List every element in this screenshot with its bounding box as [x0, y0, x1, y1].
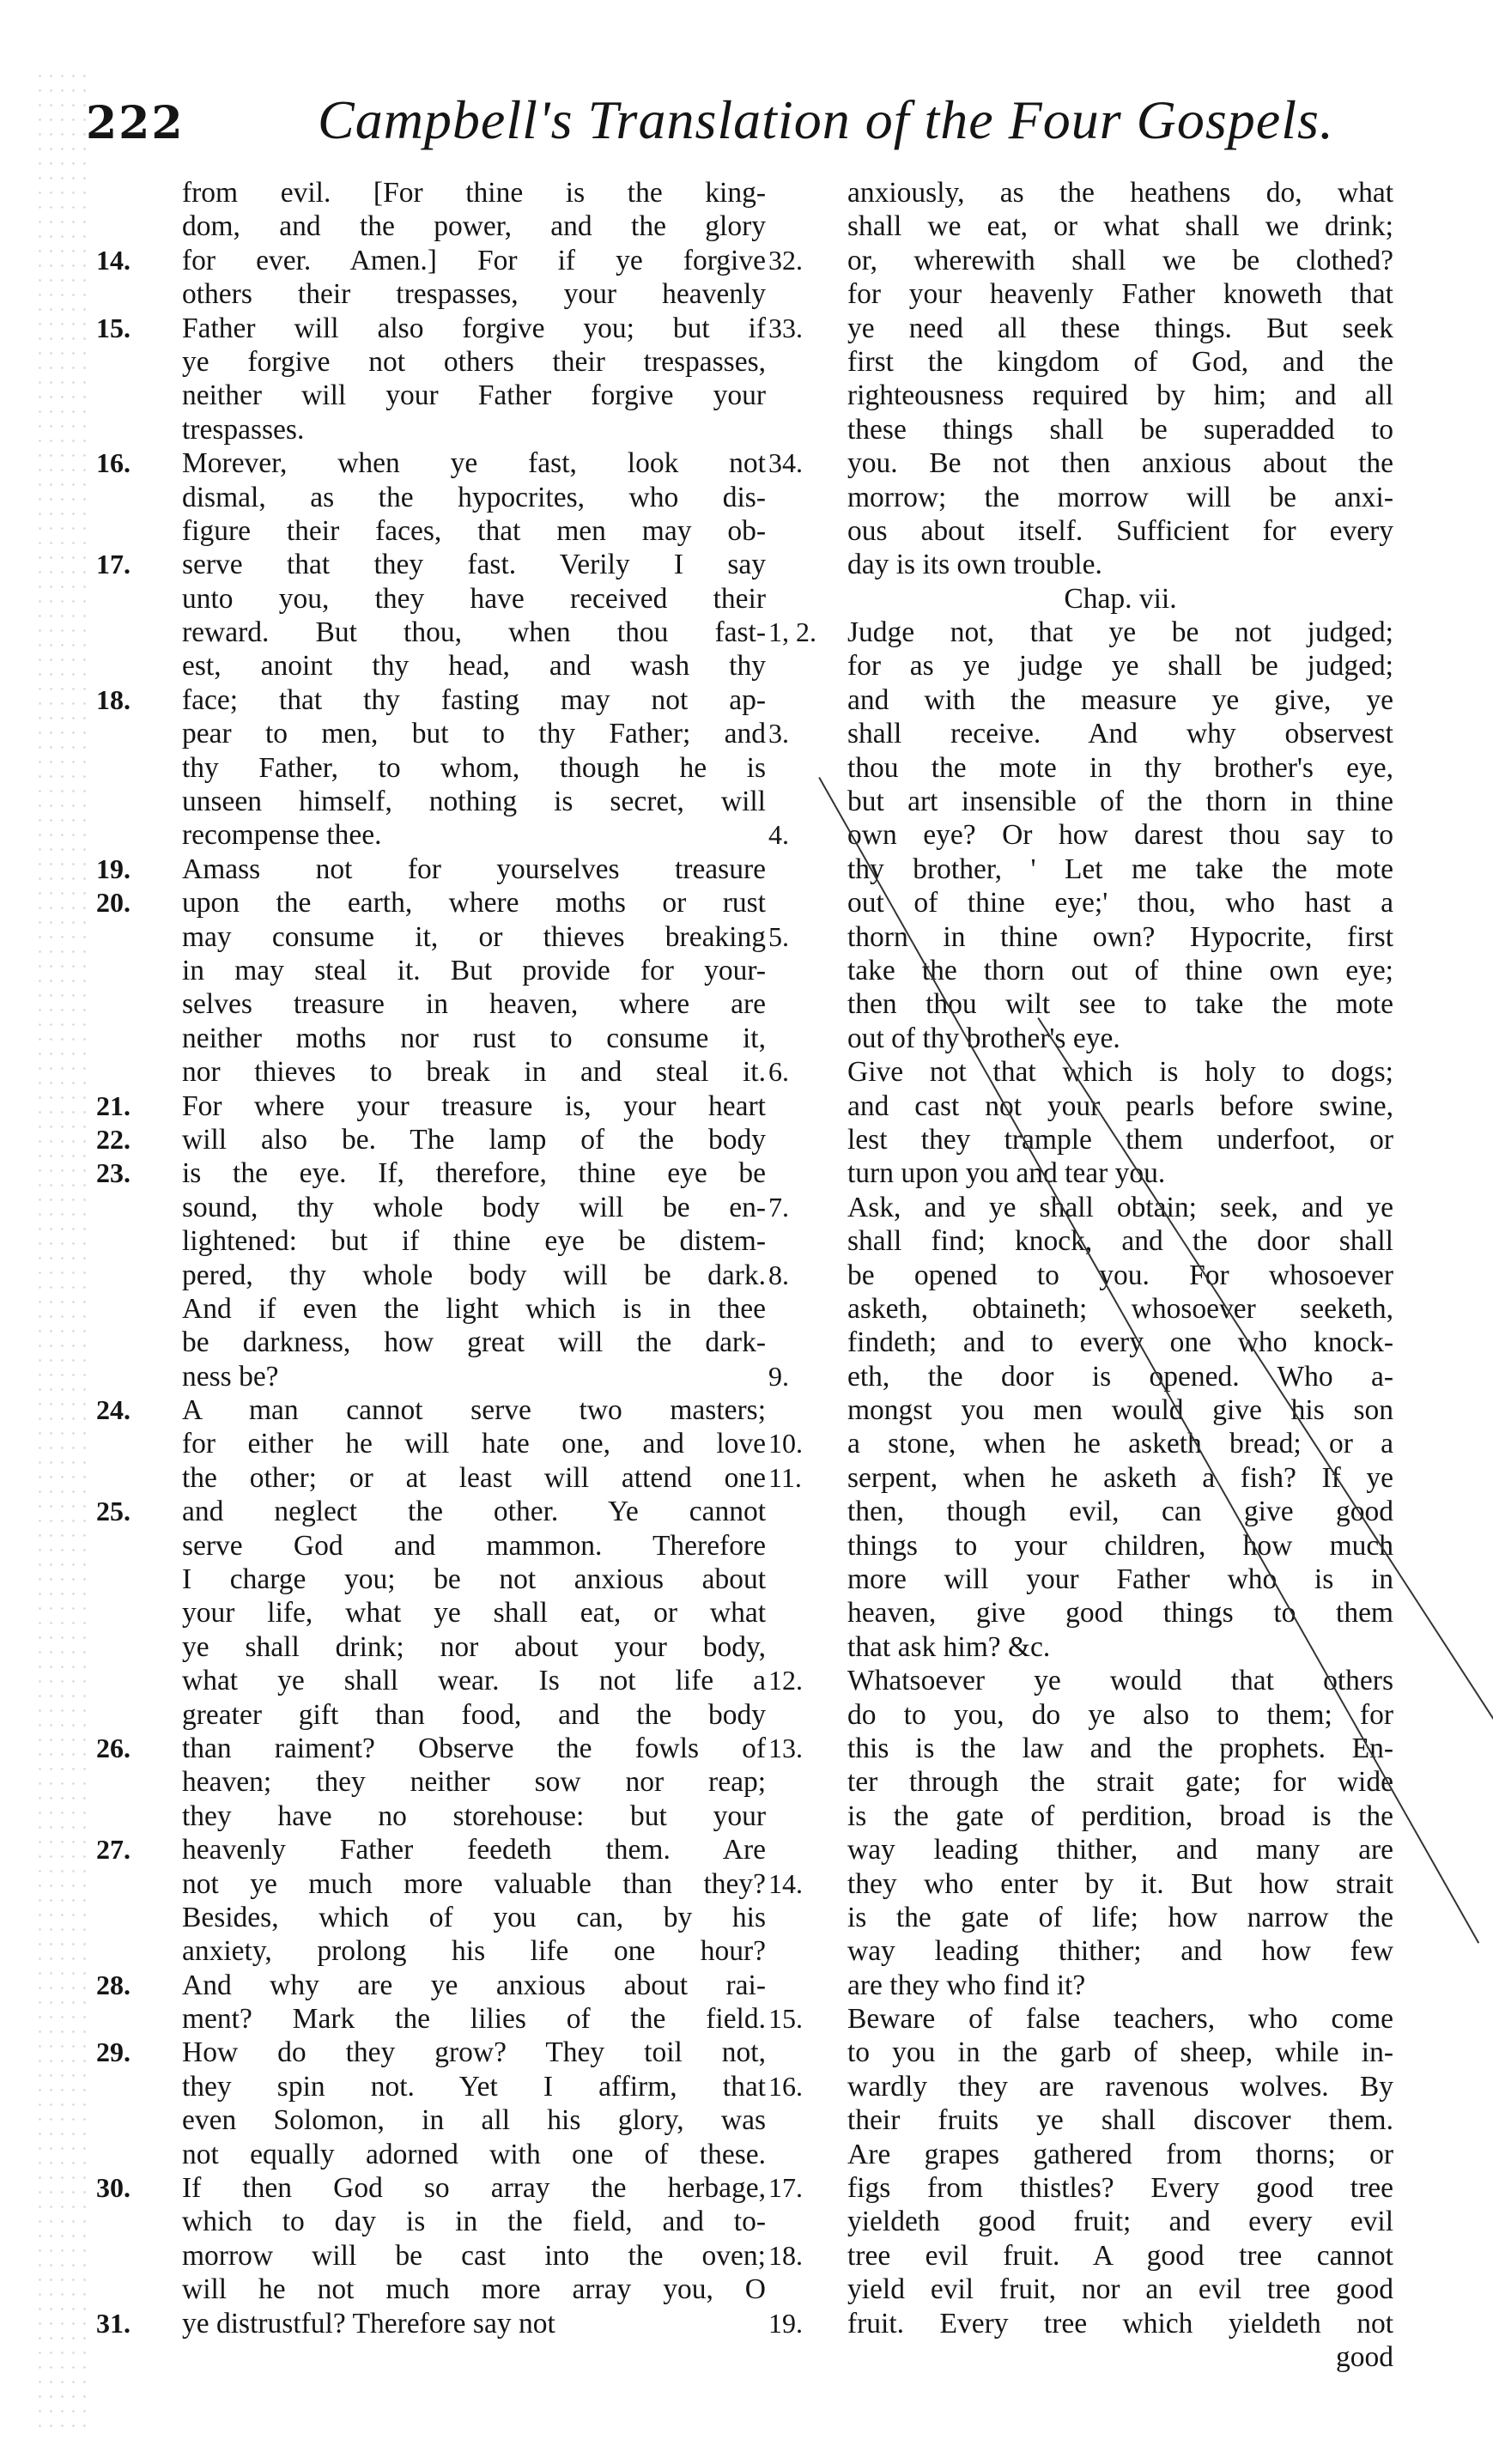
line-text: are they who find it?	[847, 1969, 1086, 2001]
verse-number: 6.	[768, 1056, 789, 1088]
text-line	[768, 1529, 1393, 1563]
line-text: but art insensible of the thorn in thine	[847, 786, 1393, 818]
line-text: good	[1336, 2341, 1393, 2373]
text-line	[96, 1732, 766, 1765]
line-text: How do they grow? They toil not,	[182, 2036, 766, 2069]
text-line	[768, 413, 1393, 446]
line-text: ye need all these things. But seek	[847, 312, 1393, 344]
line-text: asketh, obtaineth; whosoever seeketh,	[847, 1292, 1393, 1325]
text-line	[768, 446, 1393, 480]
text-line	[768, 2002, 1393, 2036]
verse-number: 1, 2.	[768, 616, 816, 648]
text-line	[96, 1224, 766, 1258]
text-line	[96, 1259, 766, 1292]
text-line	[768, 853, 1393, 886]
text-line	[96, 649, 766, 683]
line-text: will also be. The lamp of the body	[182, 1123, 766, 1156]
line-text: way leading thither; and how few	[847, 1935, 1393, 1968]
line-text: this is the law and the prophets. En-	[847, 1732, 1393, 1764]
line-text: will he not much more array you, O	[182, 2273, 766, 2306]
text-line	[96, 2307, 766, 2340]
line-text: not ye much more valuable than they?	[182, 1867, 766, 1900]
line-text: in may steal it. But provide for your-	[182, 954, 766, 986]
text-line	[96, 1901, 766, 1934]
text-line	[768, 1833, 1393, 1866]
page-header	[86, 82, 1408, 159]
verse-number: 18.	[768, 2239, 803, 2271]
text-line	[768, 1934, 1393, 1968]
text-line	[96, 1799, 766, 1833]
line-text: to you in the garb of sheep, while in-	[847, 2036, 1393, 2069]
left-column	[96, 176, 766, 2425]
line-text: ye shall drink; nor about your body,	[182, 1630, 766, 1663]
verse-number: 32.	[768, 244, 803, 276]
text-line	[96, 548, 766, 581]
line-text: unseen himself, nothing is secret, will	[182, 786, 766, 818]
text-line	[96, 751, 766, 785]
line-text: their fruits ye shall discover them.	[847, 2104, 1393, 2137]
text-line	[768, 1259, 1393, 1292]
verse-number: 14.	[768, 1867, 803, 1899]
line-text: then thou wilt see to take the mote	[847, 988, 1393, 1021]
line-text: And if even the light which is in thee	[182, 1292, 766, 1325]
line-text: yield evil fruit, nor an evil tree good	[847, 2273, 1393, 2306]
line-text: nor thieves to break in and steal it.	[182, 1056, 766, 1089]
line-text: do to you, do ye also to them; for	[847, 1698, 1393, 1731]
line-text: ness be?	[182, 1360, 279, 1393]
text-line	[768, 920, 1393, 954]
text-line	[768, 1360, 1393, 1393]
line-text: anxiously, as the heathens do, what	[847, 177, 1393, 209]
line-text: reward. But thou, when thou fast-	[182, 616, 766, 649]
text-line	[768, 2036, 1393, 2069]
line-text: fruit. Every tree which yieldeth not	[847, 2307, 1393, 2340]
line-text: for ever. Amen.] For if ye forgive	[182, 244, 766, 276]
text-line	[96, 853, 766, 886]
text-line	[96, 1022, 766, 1055]
line-text: serpent, when he asketh a fish? If ye	[847, 1461, 1393, 1494]
verse-number: 20.	[96, 887, 130, 919]
text-line	[768, 345, 1393, 379]
line-text: anxiety, prolong his life one hour?	[182, 1935, 766, 1968]
text-line	[96, 1123, 766, 1156]
verse-number: 16.	[96, 447, 130, 479]
line-text: upon the earth, where moths or rust	[182, 887, 766, 919]
line-text: thy brother, ' Let me take the mote	[847, 853, 1393, 885]
line-text: first the kingdom of God, and the	[847, 345, 1393, 378]
text-line	[96, 818, 766, 852]
verse-number: 17.	[768, 2172, 803, 2204]
line-text: shall receive. And why observest	[847, 718, 1393, 750]
line-text: selves treasure in heaven, where are	[182, 988, 766, 1021]
text-line	[96, 1495, 766, 1528]
line-text: thy Father, to whom, though he is	[182, 751, 766, 784]
verse-number: 16.	[768, 2070, 803, 2102]
text-line	[96, 514, 766, 548]
text-line	[768, 1698, 1393, 1732]
text-line	[768, 1630, 1393, 1664]
text-line	[768, 616, 1393, 649]
line-text: they have no storehouse: but your	[182, 1799, 766, 1832]
line-text: that ask him? &c.	[847, 1630, 1051, 1663]
line-text: is the gate of perdition, broad is the	[847, 1799, 1393, 1832]
text-line	[96, 785, 766, 818]
line-text: own eye? Or how darest thou say to	[847, 819, 1393, 852]
text-line	[96, 2273, 766, 2306]
text-line	[768, 1461, 1393, 1495]
verse-number: 21.	[96, 1089, 130, 1121]
verse-number: 25.	[96, 1496, 130, 1527]
text-line	[768, 1123, 1393, 1156]
text-line	[768, 886, 1393, 919]
verse-number: 31.	[96, 2307, 130, 2339]
line-text: Chap. vii.	[1064, 582, 1177, 615]
text-line	[96, 886, 766, 919]
verse-number: 7.	[768, 1191, 789, 1223]
text-line	[96, 1360, 766, 1393]
text-line	[96, 2103, 766, 2137]
text-line	[768, 2239, 1393, 2273]
line-text: serve God and mammon. Therefore	[182, 1529, 766, 1562]
line-text: ye forgive not others their trespasses,	[182, 345, 766, 378]
line-text: For where your treasure is, your heart	[182, 1089, 766, 1122]
text-line	[768, 1765, 1393, 1799]
text-line	[96, 2138, 766, 2171]
right-column	[768, 176, 1393, 2425]
text-line	[96, 1529, 766, 1563]
line-text: be opened to you. For whosoever	[847, 1259, 1393, 1291]
text-line	[768, 1867, 1393, 1901]
verse-number: 17.	[96, 549, 130, 580]
text-line	[96, 987, 766, 1021]
verse-number: 4.	[768, 819, 789, 851]
verse-number: 9.	[768, 1360, 789, 1392]
line-text: and with the measure ye give, ye	[847, 683, 1393, 716]
line-text: trespasses.	[182, 413, 305, 446]
text-line	[768, 176, 1393, 209]
verse-number: 27.	[96, 1834, 130, 1866]
verse-number: 3.	[768, 718, 789, 750]
text-line	[768, 2070, 1393, 2103]
verse-number: 22.	[96, 1123, 130, 1155]
line-text: ye distrustful? Therefore say not	[182, 2307, 555, 2340]
line-text: Amass not for yourselves treasure	[182, 853, 766, 885]
line-text: righteousness required by him; and all	[847, 379, 1393, 412]
verse-number: 15.	[96, 312, 130, 343]
line-text: heavenly Father feedeth them. Are	[182, 1834, 766, 1866]
text-line	[96, 1969, 766, 2002]
line-text: they who enter by it. But how strait	[847, 1867, 1393, 1900]
text-line	[768, 277, 1393, 311]
line-text: lest they trample them underfoot, or	[847, 1123, 1393, 1156]
line-text: for as ye judge ye shall be judged;	[847, 650, 1393, 683]
line-text: heaven, give good things to them	[847, 1597, 1393, 1630]
verse-number: 23.	[96, 1157, 130, 1189]
line-text: is the gate of life; how narrow the	[847, 1901, 1393, 1933]
line-text: than raiment? Observe the fowls of	[182, 1732, 766, 1764]
line-text: shall find; knock, and the door shall	[847, 1225, 1393, 1258]
line-text: yieldeth good fruit; and every evil	[847, 2206, 1393, 2238]
text-line	[96, 1461, 766, 1495]
line-text: morrow; the morrow will be anxi-	[847, 481, 1393, 513]
verse-number: 15.	[768, 2003, 803, 2035]
text-line	[96, 2171, 766, 2205]
text-line	[768, 1292, 1393, 1326]
text-line	[96, 345, 766, 379]
text-line	[96, 954, 766, 987]
text-line	[768, 1901, 1393, 1934]
line-text: dismal, as the hypocrites, who dis-	[182, 481, 766, 513]
text-line	[768, 312, 1393, 345]
text-line	[96, 1292, 766, 1326]
line-text: the other; or at least will attend one	[182, 1461, 766, 1494]
text-line	[768, 683, 1393, 717]
text-line	[96, 2205, 766, 2238]
line-text: Give not that which is holy to dogs;	[847, 1056, 1393, 1089]
text-line	[768, 481, 1393, 514]
line-text: Are grapes gathered from thorns; or	[847, 2138, 1393, 2170]
text-line	[768, 649, 1393, 683]
verse-number: 19.	[768, 2307, 803, 2339]
line-text: from evil. [For thine is the king-	[182, 177, 766, 209]
text-line	[768, 717, 1393, 750]
line-text: A man cannot serve two masters;	[182, 1394, 766, 1427]
text-line	[768, 1156, 1393, 1190]
text-line	[768, 514, 1393, 548]
verse-number: 34.	[768, 447, 803, 479]
line-text: ter through the strait gate; for wide	[847, 1766, 1393, 1799]
text-line	[96, 277, 766, 311]
text-line	[768, 1664, 1393, 1697]
verse-number: 28.	[96, 1969, 130, 2000]
line-text: day is its own trouble.	[847, 549, 1102, 581]
line-text: and cast not your pearls before swine,	[847, 1089, 1393, 1122]
line-text: take the thorn out of thine own eye;	[847, 954, 1393, 986]
verse-number: 11.	[768, 1461, 802, 1493]
line-text: thorn in thine own? Hypocrite, first	[847, 920, 1393, 953]
line-text: Morever, when ye fast, look not	[182, 447, 766, 480]
text-line	[768, 2273, 1393, 2306]
line-text: figs from thistles? Every good tree	[847, 2172, 1393, 2205]
text-line	[96, 1089, 766, 1123]
line-text: serve that they fast. Verily I say	[182, 549, 766, 581]
line-text: face; that thy fasting may not ap-	[182, 683, 766, 716]
text-line	[768, 987, 1393, 1021]
text-line	[768, 1427, 1393, 1460]
text-line	[768, 379, 1393, 412]
line-text: more will your Father who is in	[847, 1563, 1393, 1596]
verse-number: 18.	[96, 683, 130, 715]
verse-number: 10.	[768, 1428, 803, 1460]
line-text: Beware of false teachers, who come	[847, 2003, 1393, 2036]
line-text: then, though evil, can give good	[847, 1496, 1393, 1528]
text-line	[96, 717, 766, 750]
text-line	[768, 2205, 1393, 2238]
text-line	[96, 1326, 766, 1359]
text-line	[768, 1799, 1393, 1833]
verse-number: 13.	[768, 1732, 803, 1763]
line-text: what ye shall wear. Is not life a	[182, 1665, 766, 1697]
verse-number: 8.	[768, 1259, 789, 1290]
line-text: thou the mote in thy brother's eye,	[847, 751, 1393, 784]
line-text: or, wherewith shall we be clothed?	[847, 244, 1393, 276]
text-line	[768, 1326, 1393, 1359]
line-text: out of thine eye;' thou, who hast a	[847, 887, 1393, 919]
line-text: findeth; and to every one who knock-	[847, 1326, 1393, 1359]
line-text: wardly they are ravenous wolves. By	[847, 2070, 1393, 2103]
text-line	[768, 1969, 1393, 2002]
line-text: unto you, they have received their	[182, 582, 766, 615]
text-line	[96, 1055, 766, 1089]
text-line	[768, 954, 1393, 987]
line-text: is the eye. If, therefore, thine eye be	[182, 1157, 766, 1190]
line-text: lightened: but if thine eye be distem-	[182, 1225, 766, 1258]
line-text: recompense thee.	[182, 819, 382, 852]
line-text: tree evil fruit. A good tree cannot	[847, 2239, 1393, 2272]
text-line	[96, 616, 766, 649]
verse-number: 19.	[96, 853, 130, 884]
verse-number: 12.	[768, 1665, 803, 1696]
text-line	[96, 1833, 766, 1866]
line-text: turn upon you and tear you.	[847, 1157, 1166, 1190]
line-text: dom, and the power, and the glory	[182, 210, 766, 243]
line-text: Judge not, that ye be not judged;	[847, 616, 1393, 649]
text-line	[768, 244, 1393, 277]
line-text: for either he will hate one, and love	[182, 1428, 766, 1460]
text-line	[96, 1563, 766, 1596]
line-text: If then God so array the herbage,	[182, 2172, 766, 2205]
text-line	[96, 2036, 766, 2069]
text-line	[96, 379, 766, 412]
verse-number: 29.	[96, 2036, 130, 2068]
text-line	[96, 582, 766, 616]
text-line	[96, 176, 766, 209]
line-text: and neglect the other. Ye cannot	[182, 1496, 766, 1528]
running-title: Campbell's Translation of the Four Gospels.	[318, 89, 1334, 150]
text-line	[768, 1191, 1393, 1224]
line-text: Whatsoever ye would that others	[847, 1665, 1393, 1697]
verse-number: 33.	[768, 312, 803, 343]
page-speckle-noise	[34, 69, 94, 2438]
line-text: ous about itself. Sufficient for every	[847, 514, 1393, 547]
line-text: even Solomon, in all his glory, was	[182, 2104, 766, 2137]
line-text: your life, what ye shall eat, or what	[182, 1597, 766, 1630]
text-line	[768, 1732, 1393, 1765]
verse-number: 24.	[96, 1394, 130, 1426]
text-line	[768, 209, 1393, 243]
text-line	[96, 244, 766, 277]
line-text: which to day is in the field, and to-	[182, 2206, 766, 2238]
line-text: these things shall be superadded to	[847, 413, 1393, 446]
text-line	[96, 1630, 766, 1664]
line-text: not equally adorned with one of these.	[182, 2138, 766, 2170]
text-line	[96, 209, 766, 243]
text-line	[768, 1089, 1393, 1123]
text-line	[96, 446, 766, 480]
text-line	[768, 818, 1393, 852]
line-text: eth, the door is opened. Who a-	[847, 1360, 1393, 1393]
text-line	[96, 1427, 766, 1460]
line-text: mongst you men would give his son	[847, 1394, 1393, 1427]
line-text: be darkness, how great will the dark-	[182, 1326, 766, 1359]
verse-number: 5.	[768, 920, 789, 952]
line-text: morrow will be cast into the oven;	[182, 2239, 766, 2272]
line-text: ment? Mark the lilies of the field.	[182, 2003, 766, 2036]
text-line	[96, 1156, 766, 1190]
text-line	[96, 1867, 766, 1901]
verse-number: 30.	[96, 2172, 130, 2204]
text-line	[768, 785, 1393, 818]
line-text: out of thy brother's eye.	[847, 1022, 1120, 1054]
line-text: pered, thy whole body will be dark.	[182, 1259, 766, 1291]
line-text: Ask, and ye shall obtain; seek, and ye	[847, 1191, 1393, 1223]
line-text: you. Be not then anxious about the	[847, 447, 1393, 480]
line-text: they spin not. Yet I affirm, that	[182, 2070, 766, 2103]
line-text: for your heavenly Father knoweth that	[847, 278, 1393, 311]
text-line	[96, 1596, 766, 1630]
text-line	[768, 2340, 1393, 2374]
line-text: neither moths nor rust to consume it,	[182, 1022, 766, 1054]
text-line	[96, 312, 766, 345]
line-text: neither will your Father forgive your	[182, 379, 766, 412]
text-line	[96, 2002, 766, 2036]
text-line	[96, 1765, 766, 1799]
line-text: figure their faces, that men may ob-	[182, 514, 766, 547]
line-text: others their trespasses, your heavenly	[182, 278, 766, 311]
line-text: est, anoint thy head, and wash thy	[182, 650, 766, 683]
line-text: Besides, which of you can, by his	[182, 1901, 766, 1933]
text-line	[96, 1393, 766, 1427]
text-line	[96, 2070, 766, 2103]
verse-number: 14.	[96, 244, 130, 276]
line-text: I charge you; be not anxious about	[182, 1563, 766, 1596]
text-line	[768, 2138, 1393, 2171]
text-line	[768, 1495, 1393, 1528]
text-line	[768, 2103, 1393, 2137]
text-line	[768, 2171, 1393, 2205]
text-line	[768, 2307, 1393, 2340]
line-text: Father will also forgive you; but if	[182, 312, 766, 344]
text-line	[96, 683, 766, 717]
line-text: shall we eat, or what shall we drink;	[847, 210, 1393, 243]
text-line	[96, 1934, 766, 1968]
text-line	[768, 1022, 1393, 1055]
line-text: may consume it, or thieves breaking	[182, 920, 766, 953]
text-line	[96, 481, 766, 514]
text-line	[768, 548, 1393, 581]
line-text: things to your children, how much	[847, 1529, 1393, 1562]
text-line	[96, 413, 766, 446]
line-text: greater gift than food, and the body	[182, 1698, 766, 1731]
line-text: pear to men, but to thy Father; and	[182, 718, 766, 750]
line-text: sound, thy whole body will be en-	[182, 1191, 766, 1223]
text-line	[768, 751, 1393, 785]
text-line	[768, 1563, 1393, 1596]
line-text: way leading thither, and many are	[847, 1834, 1393, 1866]
text-line	[768, 582, 1393, 616]
text-line	[96, 2239, 766, 2273]
text-line	[96, 1664, 766, 1697]
line-text: a stone, when he asketh bread; or a	[847, 1428, 1393, 1460]
text-line	[96, 1698, 766, 1732]
text-line	[96, 920, 766, 954]
text-line	[96, 1191, 766, 1224]
page-number: 222	[86, 97, 185, 149]
line-text: And why are ye anxious about rai-	[182, 1969, 766, 2001]
line-text: heaven; they neither sow nor reap;	[182, 1766, 766, 1799]
verse-number: 26.	[96, 1732, 130, 1763]
